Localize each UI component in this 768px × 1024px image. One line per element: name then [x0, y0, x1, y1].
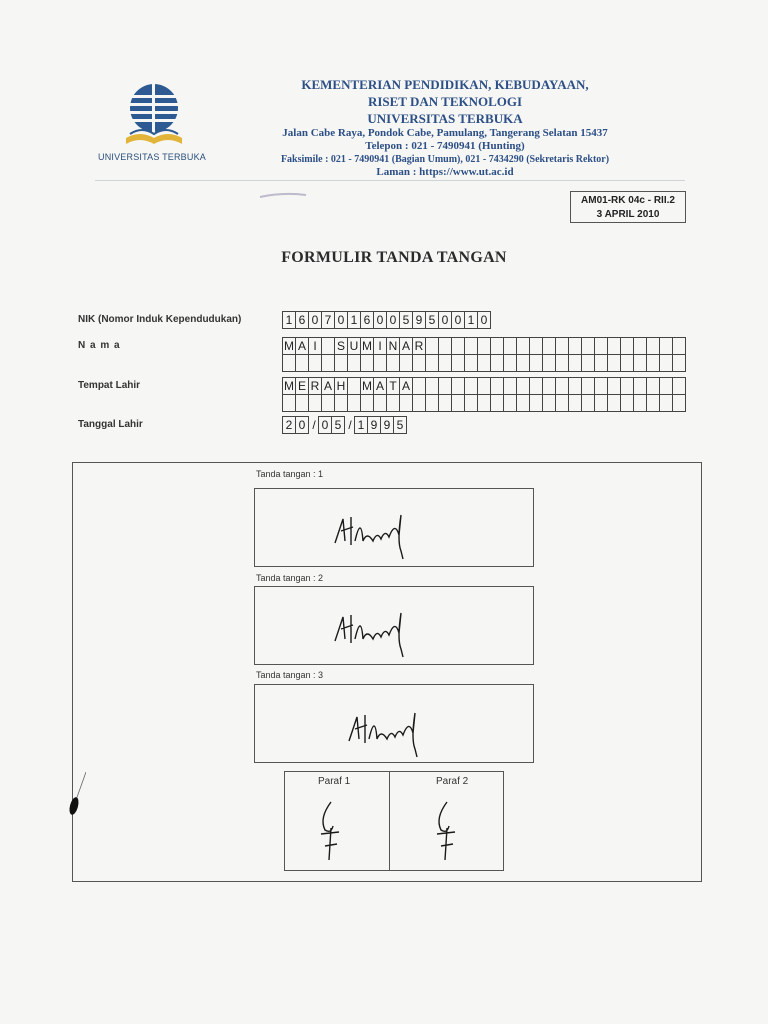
char-cell[interactable]: [464, 394, 478, 412]
website: Laman : https://www.ut.ac.id: [376, 166, 514, 178]
char-cell[interactable]: [594, 337, 608, 355]
char-cell[interactable]: [607, 377, 621, 395]
char-cell[interactable]: [347, 354, 361, 372]
char-cell[interactable]: [659, 394, 673, 412]
signature-1-box[interactable]: [254, 488, 534, 567]
char-cell[interactable]: [373, 394, 387, 412]
char-cell[interactable]: [477, 394, 491, 412]
char-cell[interactable]: 5: [399, 311, 413, 329]
char-cell[interactable]: [295, 354, 309, 372]
char-cell[interactable]: [672, 377, 686, 395]
char-cell[interactable]: [542, 354, 556, 372]
char-cell[interactable]: [555, 394, 569, 412]
year-cells[interactable]: [355, 416, 407, 434]
char-cell[interactable]: 1: [464, 311, 478, 329]
char-cell[interactable]: [659, 377, 673, 395]
ministry-name: KEMENTERIAN PENDIDIKAN, KEBUDAYAAN,: [301, 77, 589, 92]
char-cell[interactable]: S: [334, 337, 348, 355]
char-cell[interactable]: [464, 377, 478, 395]
char-cell[interactable]: [620, 394, 634, 412]
char-cell[interactable]: U: [347, 337, 361, 355]
char-cell[interactable]: [490, 354, 504, 372]
char-cell[interactable]: M: [362, 339, 372, 353]
char-cell[interactable]: [477, 377, 491, 395]
letterhead: [250, 76, 640, 179]
char-cell[interactable]: [451, 354, 465, 372]
char-row: [283, 377, 686, 395]
char-cell[interactable]: [503, 337, 517, 355]
paraf-divider: [389, 772, 390, 870]
char-cell[interactable]: [581, 377, 595, 395]
signature-3-box[interactable]: [254, 684, 534, 763]
char-cell[interactable]: [646, 354, 660, 372]
day-cells[interactable]: [283, 416, 309, 434]
char-cell[interactable]: [672, 354, 686, 372]
char-cell[interactable]: [594, 354, 608, 372]
char-cell[interactable]: [581, 337, 595, 355]
nama-grid[interactable]: [283, 338, 686, 372]
char-cell[interactable]: 0: [295, 416, 309, 434]
char-cell[interactable]: M: [284, 339, 294, 353]
char-cell[interactable]: 9: [412, 311, 426, 329]
char-cell[interactable]: 6: [295, 311, 309, 329]
char-cell[interactable]: N: [386, 337, 400, 355]
char-cell[interactable]: [321, 337, 335, 355]
char-cell[interactable]: 0: [334, 311, 348, 329]
char-cell[interactable]: [386, 354, 400, 372]
char-cell[interactable]: 5: [393, 416, 407, 434]
signature-2-image: [329, 599, 429, 659]
char-cell[interactable]: 5: [425, 311, 439, 329]
char-cell[interactable]: [516, 394, 530, 412]
char-cell[interactable]: [516, 354, 530, 372]
char-cell[interactable]: [399, 394, 413, 412]
char-cell[interactable]: [308, 394, 322, 412]
address: Jalan Cabe Raya, Pondok Cabe, Pamulang, Tangerang Selatan 15437: [282, 127, 608, 139]
document-date: 3 APRIL 2010: [596, 209, 660, 220]
char-cell[interactable]: [386, 394, 400, 412]
char-cell[interactable]: [542, 377, 556, 395]
char-cell[interactable]: [438, 394, 452, 412]
char-cell[interactable]: [620, 377, 634, 395]
smudge-mark: [258, 190, 308, 200]
char-cell[interactable]: [516, 337, 530, 355]
char-row: [283, 337, 686, 355]
char-cell[interactable]: [633, 337, 647, 355]
paraf-box[interactable]: [284, 771, 504, 871]
paraf-2-image: [431, 798, 461, 862]
signature-1-image: [329, 501, 429, 561]
char-cell[interactable]: I: [308, 337, 322, 355]
char-cell[interactable]: [633, 377, 647, 395]
char-cell[interactable]: [555, 377, 569, 395]
char-cell[interactable]: [477, 337, 491, 355]
char-cell[interactable]: [607, 394, 621, 412]
signature-2-box[interactable]: [254, 586, 534, 665]
char-cell[interactable]: [555, 337, 569, 355]
char-cell[interactable]: [451, 337, 465, 355]
nik-label: NIK (Nomor Induk Kependudukan): [78, 314, 242, 325]
signature-1-label: Tanda tangan : 1: [256, 469, 324, 479]
char-cell[interactable]: R: [308, 377, 322, 395]
nik-grid[interactable]: [283, 311, 491, 329]
char-cell[interactable]: [594, 377, 608, 395]
char-cell[interactable]: E: [295, 377, 309, 395]
char-cell[interactable]: [321, 354, 335, 372]
paraf-1-image: [315, 798, 345, 862]
tempat-lahir-label: Tempat Lahir: [78, 380, 141, 391]
char-cell[interactable]: [477, 354, 491, 372]
char-cell[interactable]: [529, 337, 543, 355]
char-cell[interactable]: [594, 394, 608, 412]
date-separator: /: [312, 418, 316, 432]
char-cell[interactable]: [633, 354, 647, 372]
char-cell[interactable]: [555, 354, 569, 372]
char-cell[interactable]: [360, 354, 374, 372]
logo-text: UNIVERSITAS TERBUKA: [98, 152, 206, 162]
paraf-1-label: Paraf 1: [318, 776, 351, 787]
char-cell[interactable]: [425, 354, 439, 372]
char-cell[interactable]: H: [334, 377, 348, 395]
char-cell[interactable]: [581, 354, 595, 372]
phone: Telepon : 021 - 7490941 (Hunting): [365, 140, 525, 152]
char-cell[interactable]: [412, 394, 426, 412]
char-cell[interactable]: 0: [318, 416, 332, 434]
char-cell[interactable]: [672, 337, 686, 355]
char-cell[interactable]: [607, 337, 621, 355]
tanggal-lahir-label: Tanggal Lahir: [78, 419, 143, 430]
signature-3-image: [343, 699, 443, 759]
char-cell[interactable]: [425, 377, 439, 395]
nama-label: N a m a: [78, 340, 121, 351]
char-cell[interactable]: [451, 394, 465, 412]
char-cell[interactable]: [412, 377, 426, 395]
char-cell[interactable]: 1: [354, 416, 368, 434]
char-cell[interactable]: 2: [282, 416, 296, 434]
char-cell[interactable]: [464, 354, 478, 372]
char-cell[interactable]: [490, 337, 504, 355]
char-cell[interactable]: [425, 337, 439, 355]
char-cell[interactable]: [542, 394, 556, 412]
char-cell[interactable]: [425, 394, 439, 412]
form-title: FORMULIR TANDA TANGAN: [281, 249, 507, 266]
char-cell[interactable]: I: [373, 337, 387, 355]
char-row: [283, 354, 686, 372]
char-cell[interactable]: [607, 354, 621, 372]
document-code: AM01-RK 04c - RII.2: [581, 195, 675, 206]
char-cell[interactable]: [282, 394, 296, 412]
char-cell[interactable]: 0: [438, 311, 452, 329]
char-cell[interactable]: 1: [282, 311, 296, 329]
date-separator: /: [348, 418, 352, 432]
char-cell[interactable]: [659, 337, 673, 355]
signature-3-label: Tanda tangan : 3: [256, 670, 324, 680]
ministry-name-2: RISET DAN TEKNOLOGI: [367, 94, 523, 109]
char-cell[interactable]: [438, 337, 452, 355]
char-cell[interactable]: A: [373, 377, 387, 395]
document-code-box: [570, 191, 686, 223]
char-cell[interactable]: [308, 354, 322, 372]
char-cell[interactable]: [568, 394, 582, 412]
char-cell[interactable]: [646, 394, 660, 412]
char-cell[interactable]: 5: [331, 416, 345, 434]
char-cell[interactable]: [490, 377, 504, 395]
signature-2-label: Tanda tangan : 2: [256, 573, 324, 583]
char-cell[interactable]: A: [399, 377, 413, 395]
char-cell[interactable]: [399, 354, 413, 372]
char-cell[interactable]: [360, 394, 374, 412]
university-name: UNIVERSITAS TERBUKA: [367, 111, 523, 126]
char-cell[interactable]: 0: [477, 311, 491, 329]
char-cell[interactable]: R: [412, 337, 426, 355]
char-cell[interactable]: 6: [360, 311, 374, 329]
char-cell[interactable]: [347, 394, 361, 412]
char-cell[interactable]: [620, 354, 634, 372]
char-cell[interactable]: [334, 354, 348, 372]
char-cell[interactable]: [490, 394, 504, 412]
char-cell[interactable]: 7: [321, 311, 335, 329]
char-cell[interactable]: [347, 377, 361, 395]
char-cell[interactable]: M: [284, 379, 294, 393]
char-cell[interactable]: [438, 377, 452, 395]
char-cell[interactable]: [282, 354, 296, 372]
char-cell[interactable]: A: [295, 337, 309, 355]
char-cell[interactable]: [334, 394, 348, 412]
char-cell[interactable]: [568, 377, 582, 395]
char-cell[interactable]: 0: [386, 311, 400, 329]
tanggal-lahir-grid[interactable]: [283, 416, 407, 434]
fax: Faksimile : 021 - 7490941 (Bagian Umum), 021 - 7434290 (Sekretaris Rektor): [280, 154, 610, 165]
char-cell[interactable]: [646, 337, 660, 355]
char-cell[interactable]: M: [362, 379, 372, 393]
char-row: [283, 394, 686, 412]
char-cell[interactable]: [581, 394, 595, 412]
char-cell[interactable]: [295, 394, 309, 412]
char-cell[interactable]: [412, 354, 426, 372]
char-cell[interactable]: [633, 394, 647, 412]
tempat-lahir-grid[interactable]: [283, 378, 686, 412]
char-cell[interactable]: [620, 337, 634, 355]
char-cell[interactable]: [516, 377, 530, 395]
char-cell[interactable]: [464, 337, 478, 355]
char-cell[interactable]: 0: [451, 311, 465, 329]
char-cell[interactable]: T: [386, 377, 400, 395]
char-cell[interactable]: A: [321, 377, 335, 395]
header-divider: [95, 180, 685, 181]
char-cell[interactable]: 1: [347, 311, 361, 329]
char-cell[interactable]: [672, 394, 686, 412]
char-cell[interactable]: [529, 354, 543, 372]
char-cell[interactable]: [529, 394, 543, 412]
char-cell[interactable]: [529, 377, 543, 395]
char-cell[interactable]: A: [399, 337, 413, 355]
char-cell[interactable]: [659, 354, 673, 372]
char-cell[interactable]: 9: [367, 416, 381, 434]
paraf-2-label: Paraf 2: [436, 776, 469, 787]
char-cell[interactable]: [438, 354, 452, 372]
ink-blot-mark: [66, 770, 86, 820]
char-cell[interactable]: [542, 337, 556, 355]
char-cell[interactable]: [373, 354, 387, 372]
char-cell[interactable]: [568, 337, 582, 355]
university-logo-icon: [122, 82, 186, 152]
char-cell[interactable]: 9: [380, 416, 394, 434]
char-cell[interactable]: [451, 377, 465, 395]
char-cell[interactable]: 0: [308, 311, 322, 329]
char-cell[interactable]: [503, 377, 517, 395]
char-cell[interactable]: [503, 394, 517, 412]
char-cell[interactable]: [503, 354, 517, 372]
char-cell[interactable]: [321, 394, 335, 412]
char-cell[interactable]: [646, 377, 660, 395]
month-cells[interactable]: [319, 416, 345, 434]
char-cell[interactable]: [568, 354, 582, 372]
char-cell[interactable]: 0: [373, 311, 387, 329]
